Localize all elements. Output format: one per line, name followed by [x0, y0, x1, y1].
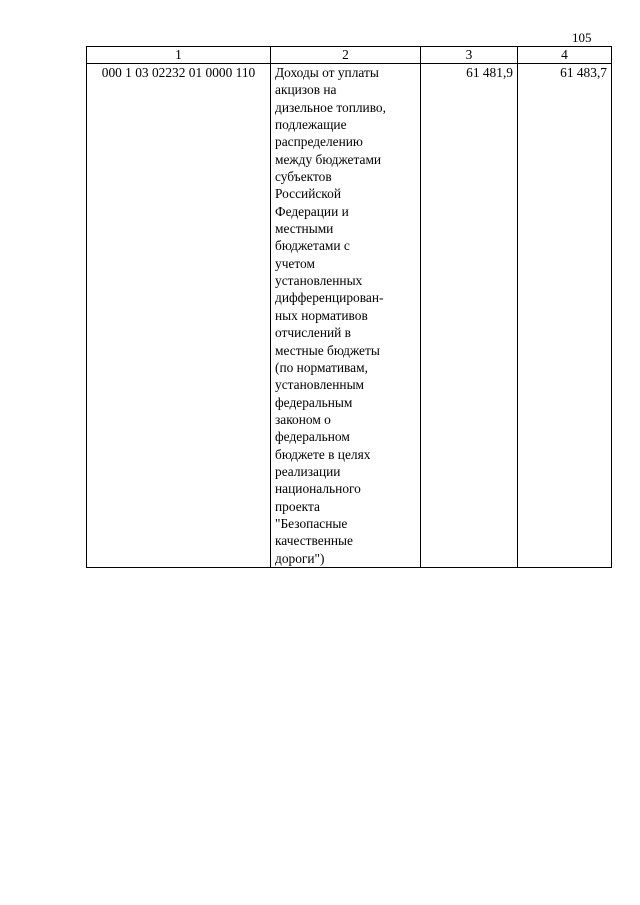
name-line: Доходы от уплаты	[275, 65, 379, 80]
page-number: 105	[572, 30, 592, 45]
name-line: местные бюджеты	[275, 342, 380, 358]
name-line: законом о	[275, 411, 331, 427]
name-line: учетом	[275, 255, 315, 271]
name-line: подлежащие	[275, 117, 347, 133]
name-line: бюджете в целях	[275, 446, 371, 462]
header-col-4: 4	[518, 47, 612, 64]
name-line: проекта	[275, 498, 320, 514]
name-line: дизельное топливо,	[275, 99, 386, 115]
revenue-code: 000 1 03 02232 01 0000 110	[87, 64, 271, 568]
name-line: между бюджетами	[275, 151, 382, 167]
name-line: субъектов	[275, 169, 332, 185]
name-line: установленных	[275, 273, 363, 289]
name-line: Федерации и	[275, 203, 349, 219]
header-col-3: 3	[421, 47, 518, 64]
name-line: дороги")	[275, 550, 325, 566]
name-line: федеральным	[275, 394, 353, 410]
value-col-3: 61 481,9	[421, 64, 518, 568]
table-row	[87, 64, 612, 568]
name-line: акцизов на	[275, 82, 337, 98]
header-col-2: 2	[271, 47, 421, 64]
budget-table	[86, 46, 612, 568]
name-line: распределению	[275, 134, 363, 150]
name-line: "Безопасные	[275, 515, 348, 531]
name-line: реализации	[275, 463, 341, 479]
name-line: местными	[275, 221, 334, 237]
name-line: ных нормативов	[275, 307, 368, 323]
revenue-name	[271, 64, 421, 568]
name-line: федеральном	[275, 429, 350, 445]
name-line: Российской	[275, 186, 341, 202]
name-line: бюджетами с	[275, 238, 350, 254]
name-line: (по нормативам,	[275, 359, 368, 375]
value-col-4: 61 483,7	[518, 64, 612, 568]
header-col-1: 1	[87, 47, 271, 64]
name-line: установленным	[275, 377, 365, 393]
header-row	[87, 47, 612, 64]
name-line: отчислений в	[275, 325, 352, 341]
name-line: качественные	[275, 533, 353, 549]
name-line: дифференцирован-	[275, 290, 384, 306]
name-line: национального	[275, 481, 361, 497]
